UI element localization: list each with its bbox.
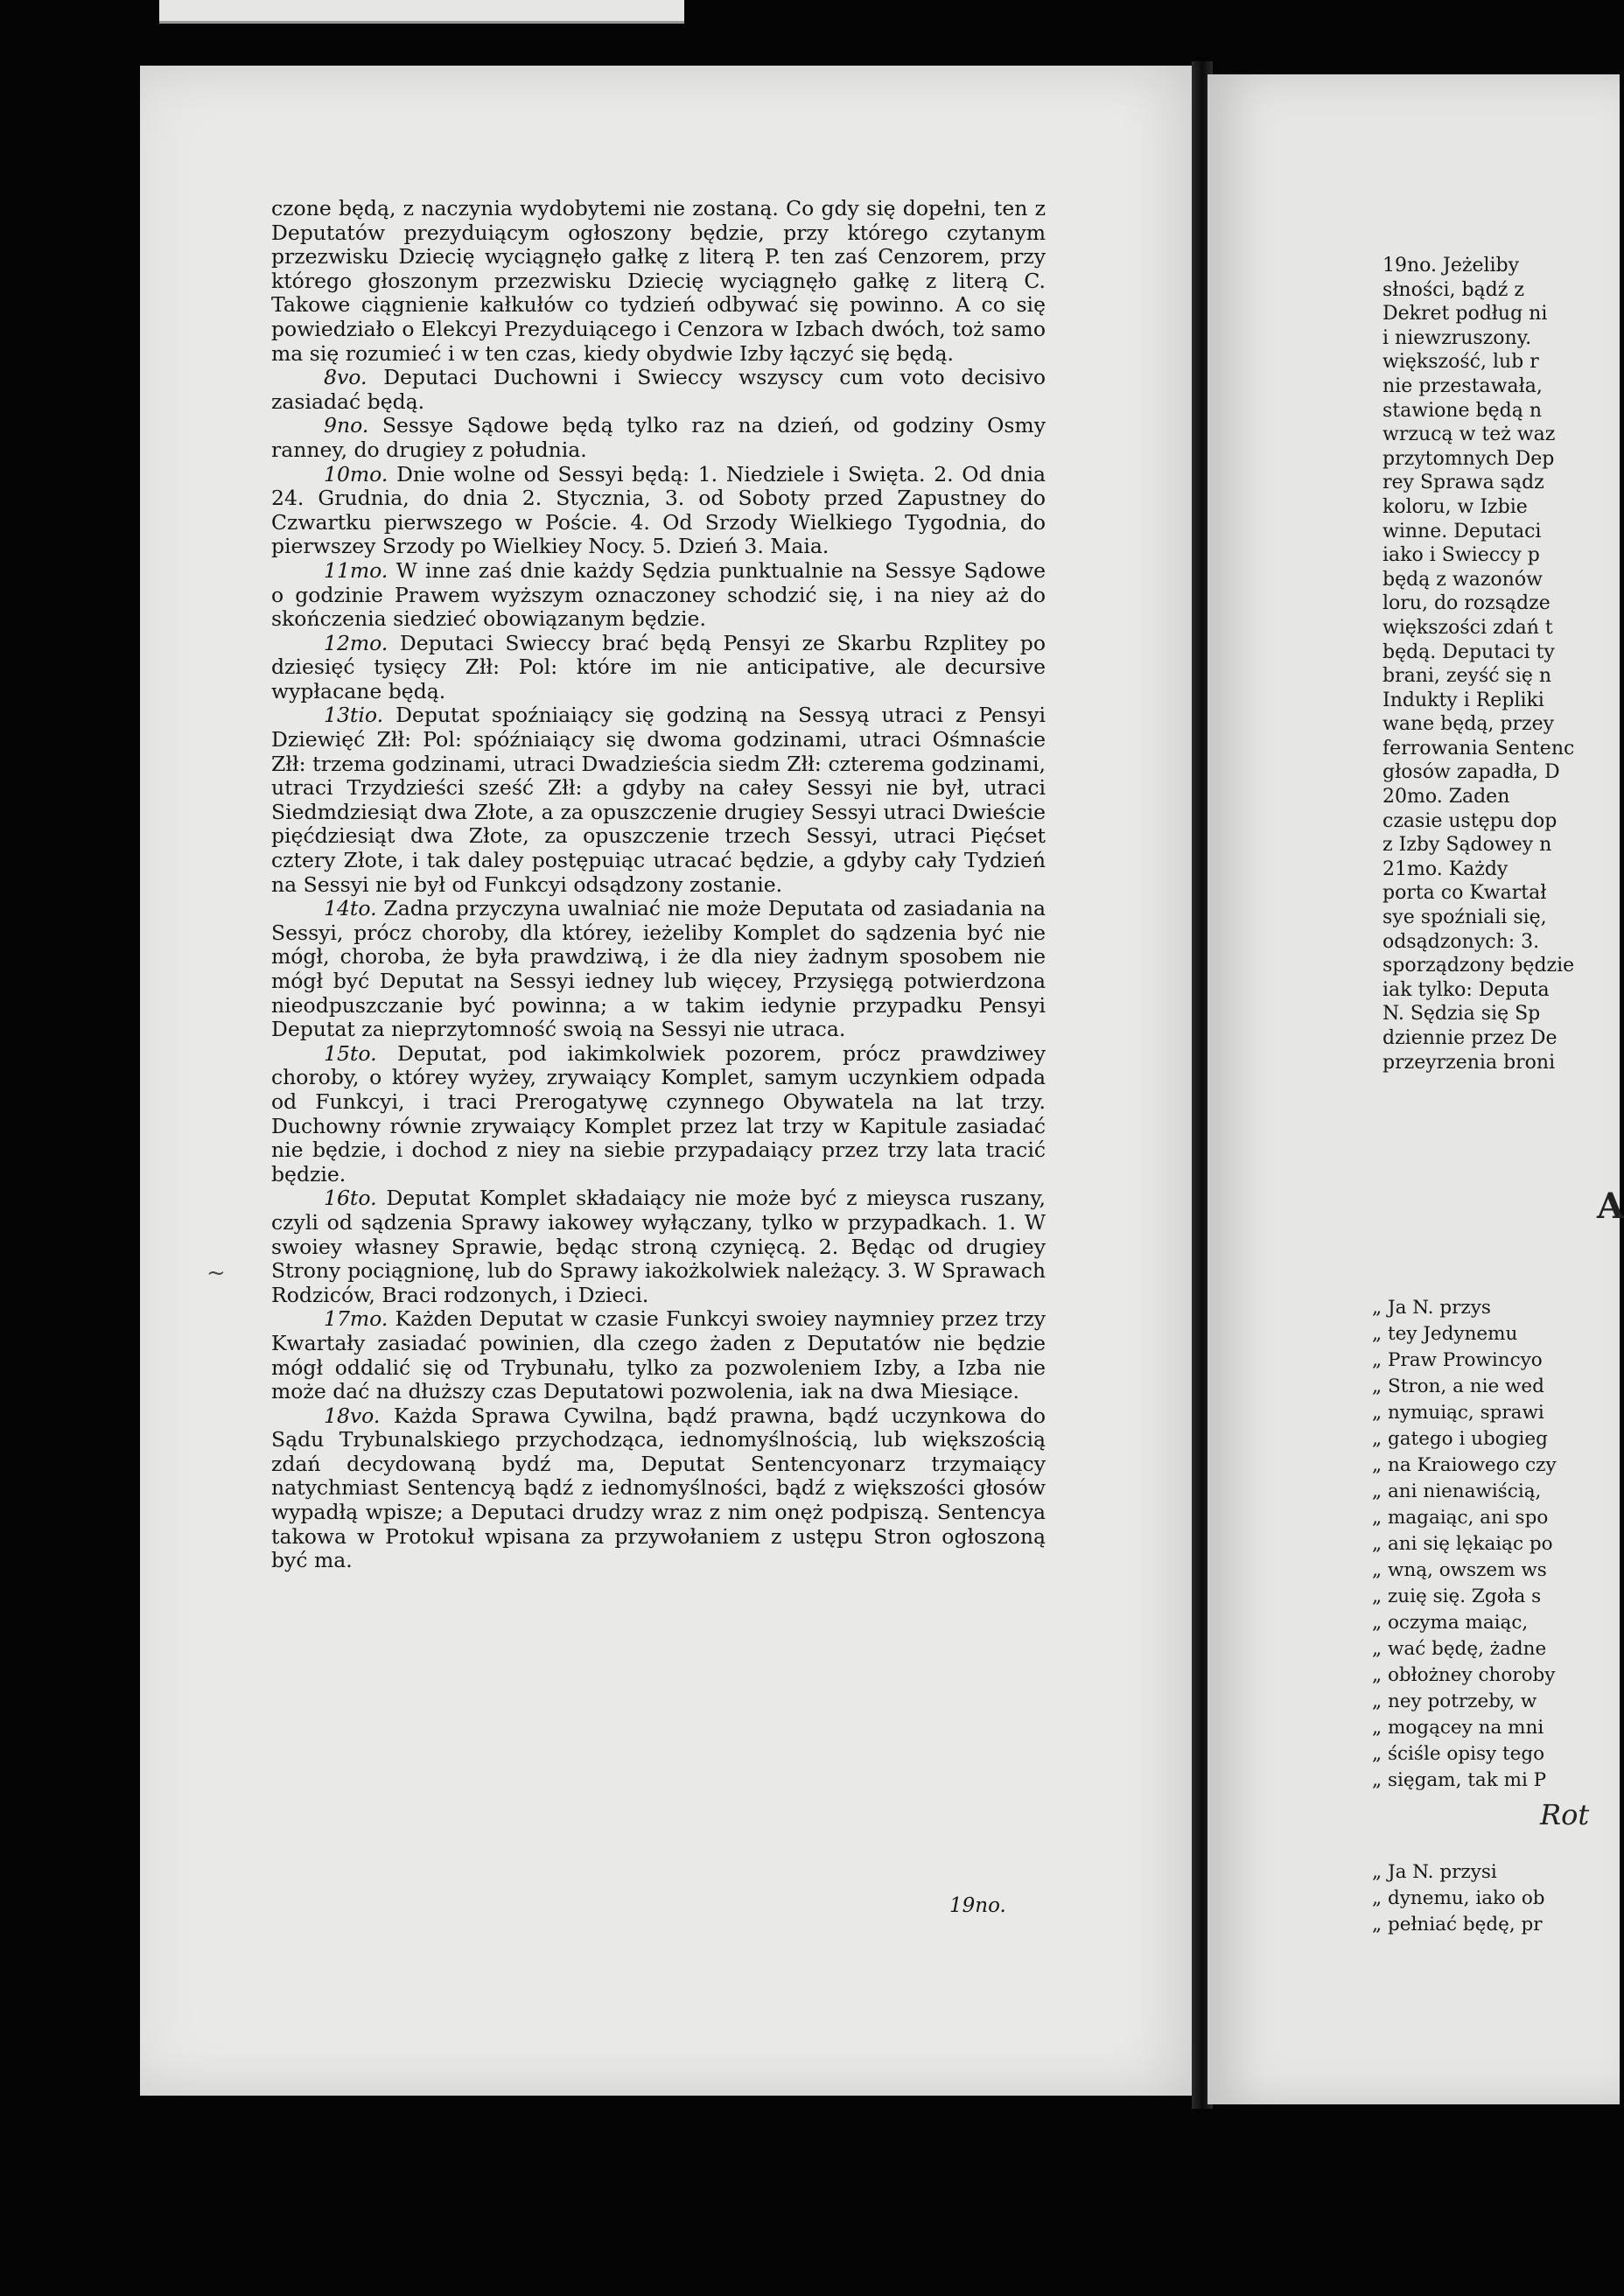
- paragraph: 14to. Zadna przyczyna uwalniać nie może Deputata od zasiadania na Sessyi, prócz choroby, dla którey, ieżeliby Komplet do sądzenia być nie mógł, choroba, że była prawdziwą, i że dla niey żadnym sposobem nie mógł być Deputat na Sessyi iedney lub więcey, Przysięgą potwierdzona nieodpuszczanie być powinna; a w takim iedynie przypadku Pensyi Deputat za nieprzytomność swoią na Sessyi nie utraca.: [271, 896, 1046, 1042]
- text-line: rey Sprawa sądz: [1382, 472, 1544, 494]
- text-line: głosów zapadła, D: [1382, 761, 1560, 784]
- text-line: „ obłożney choroby: [1372, 1664, 1556, 1686]
- section-heading: A: [1597, 1186, 1624, 1227]
- text-line: większość, lub r: [1382, 351, 1539, 374]
- left-page-text: [271, 197, 1046, 1573]
- right-page-text: [1382, 254, 1620, 1074]
- text-line: „ ney potrzeby, w: [1372, 1690, 1537, 1712]
- text-line: słności, bądź z: [1382, 278, 1524, 301]
- text-line: „ ściśle opisy tego: [1372, 1743, 1545, 1765]
- text-line: 21mo. Każdy: [1382, 858, 1508, 880]
- text-line: iak tylko: Deputa: [1382, 978, 1550, 1001]
- text-line: „ oczyma maiąc,: [1372, 1612, 1529, 1634]
- paragraph: 11mo. W inne zaś dnie każdy Sędzia punktualnie na Sessye Sądowe o godzinie Prawem wyższym oznaczoney schodzić się, i na niey aż do skończenia siedzieć obowiązanym będzie.: [271, 557, 1046, 632]
- text-line: będą. Deputaci ty: [1382, 640, 1555, 663]
- text-line: stawione będą n: [1382, 399, 1543, 422]
- text-line: czasie ustępu dop: [1382, 809, 1558, 832]
- paragraph: 10mo. Dnie wolne od Sessyi będą: 1. Niedziele i Swięta. 2. Od dnia 24. Grudnia, do dnia 2. Stycznia, 3. od Soboty przed Zapustney do Czwartku pierwszego w Poście. 4. Od Srzody Wielkiego Tygodnia, do pierwszey Srzody po Wielkiey Nocy. 5. Dzień 3. Maia.: [271, 461, 1046, 559]
- paragraph: 9no. Sessye Sądowe będą tylko raz na dzień, od godziny Osmy ranney, do drugiey z południa.: [271, 413, 1046, 462]
- text-line: loru, do rozsądze: [1382, 592, 1550, 615]
- text-line: z Izby Sądowey n: [1382, 834, 1552, 857]
- text-line: wane będą, przey: [1382, 713, 1555, 736]
- paragraph: 8vo. Deputaci Duchowni i Swieccy wszyscy cum voto decisivo zasiadać będą.: [271, 365, 1046, 414]
- text-line: „ gatego i ubogieg: [1372, 1428, 1548, 1450]
- margin-mark: ~: [206, 1260, 226, 1286]
- text-line: koloru, w Izbie: [1382, 495, 1528, 518]
- text-line: „ Praw Prowincyo: [1372, 1349, 1543, 1371]
- text-line: „ wać będę, żadne: [1372, 1638, 1547, 1660]
- paragraph: 15to. Deputat, pod iakimkolwiek pozorem, prócz prawdziwey choroby, o którey wyżey, zrywaiący Komplet, samym uczynkiem odpada od Funkcyi, i traci Prerogatywę czynnego Obywatela na lat trzy. Duchowny równie zrywaiący Komplet przez lat trzy w Kapitule zasiadać nie będzie, i dochod z niey na siebie przypadaiący przez trzy lata tracić będzie.: [271, 1040, 1046, 1186]
- text-line: „ sięgam, tak mi P: [1372, 1769, 1547, 1791]
- text-line: „ tey Jedynemu: [1372, 1323, 1518, 1345]
- paragraph: 13tio. Deputat spoźniaiący się godziną na Sessyą utraci z Pensyi Dziewięć Złł: Pol: spóźniaiący się dwoma godzinami, utraci Ośmnaście Złł: trzema godzinami, utraci Dwadzieścia siedm Złł: czterema godzinami, utraci Trzydzieści sześć Złł: a gdyby na całey Sessyi nie był, utraci Siedmdziesiąt dwa Złote, a za opuszczenie drugiey Sessyi utraci Dwieście pięćdziesiąt dwa Złote, za opuszczenie trzech Sessyi, utraci Pięćset cztery Złote, i tak daley postępuiąc utracać będzie, a gdyby cały Tydzień na Sessyi nie był od Funkcyi odsądzony zostanie.: [271, 703, 1046, 897]
- catchword: 19no.: [949, 1894, 1006, 1917]
- text-line: 20mo. Zaden: [1382, 786, 1510, 808]
- text-line: „ pełniać będę, pr: [1372, 1914, 1543, 1936]
- section-heading: Rot: [1540, 1798, 1590, 1831]
- text-line: „ Stron, a nie wed: [1372, 1376, 1544, 1397]
- text-line: „ nymuiąc, sprawi: [1372, 1402, 1544, 1424]
- text-line: „ na Kraiowego czy: [1372, 1454, 1557, 1476]
- text-line: 19no. Jeżeliby: [1382, 255, 1520, 276]
- text-line: „ wną, owszem ws: [1372, 1559, 1547, 1581]
- text-line: „ Ja N. przysi: [1372, 1861, 1497, 1883]
- text-line: dziennie przez De: [1382, 1027, 1558, 1049]
- text-line: wrzucą w też waz: [1382, 424, 1556, 446]
- text-line: sporządzony będzie: [1382, 955, 1575, 977]
- text-line: „ magaiąc, ani spo: [1372, 1507, 1549, 1529]
- paragraph: 16to. Deputat Komplet składaiący nie może być z mieysca ruszany, czyli od sądzenia Sprawy iakowey wyłączany, tylko w przypadkach. 1. W swoiey własney Sprawie, będąc stroną czynięcą. 2. Będąc od drugiey Strony pociągnionę, lub do Sprawy iakożkolwiek należący. 3. W Sprawach Rodziców, Braci rodzonych, i Dzieci.: [271, 1186, 1046, 1307]
- oath-text: [1372, 1859, 1620, 1938]
- text-line: przytomnych Dep: [1382, 447, 1555, 470]
- text-line: ferrowania Sentenc: [1382, 737, 1575, 760]
- text-line: sye spoźniali się,: [1382, 906, 1547, 929]
- text-line: Dekret podług ni: [1382, 303, 1548, 326]
- text-line: porta co Kwartał: [1382, 882, 1547, 905]
- oath-text: [1372, 1295, 1620, 1794]
- text-line: „ ani nienawiścią,: [1372, 1480, 1542, 1502]
- text-line: większości zdań t: [1382, 616, 1553, 639]
- text-line: „ ani się lękaiąc po: [1372, 1533, 1553, 1555]
- text-line: odsądzonych: 3.: [1382, 930, 1540, 953]
- text-line: N. Sędzia się Sp: [1382, 1003, 1541, 1026]
- paragraph: 17mo. Każden Deputat w czasie Funkcyi swoiey naymniey przez trzy Kwartały zasiadać powinien, dla czego żaden z Deputatów nie będzie mógł oddalić się od Trybunału, tylko za pozwoleniem Izby, a Izba nie może dać na dłuższy czas Deputatowi pozwolenia, iak na dwa Miesiące.: [271, 1306, 1046, 1404]
- text-line: „ mogącey na mni: [1372, 1717, 1544, 1739]
- text-line: i niewzruszony.: [1382, 326, 1532, 349]
- text-line: przeyrzenia broni: [1382, 1051, 1556, 1074]
- text-line: „ dynemu, iako ob: [1372, 1887, 1545, 1909]
- paragraph: czone będą, z naczynia wydobytemi nie zostaną. Co gdy się dopełni, ten z Deputatów prezyduiącym ogłoszony będzie, przy którego czytanym przezwisku Dziecię wyciągnęło gałkę z literą P. ten zaś Cenzorem, przy którego głoszonym przezwisku Dziecię wyciągnęło gałkę z literą C. Takowe ciągnienie kałkułów co tydzień odbywać się powinno. A co się powiedziało o Elekcyi Prezyduiącego i Cenzora w Izbach dwóch, toż samo ma się rozumieć i w ten czas, kiedy obydwie Izby łączyć się będą.: [271, 196, 1046, 366]
- text-line: iako i Swieccy p: [1382, 544, 1540, 567]
- text-line: nie przestawała,: [1382, 374, 1543, 397]
- text-line: brani, zeyść się n: [1382, 665, 1552, 688]
- text-line: „ Ja N. przys: [1372, 1297, 1491, 1319]
- upper-page-edge: [159, 0, 684, 24]
- text-line: Indukty i Repliki: [1382, 689, 1544, 711]
- text-line: winne. Deputaci: [1382, 520, 1542, 542]
- paragraph: 12mo. Deputaci Swieccy brać będą Pensyi ze Skarbu Rzplitey po dziesięć tysięcy Złł: Pol: które im nie anticipative, ale decursive wypłacane będą.: [271, 630, 1046, 704]
- paragraph: 18vo. Każda Sprawa Cywilna, bądź prawna, bądź uczynkowa do Sądu Trybunalskiego przychodząca, iednomyślnością, lub większością zdań decydowaną bydź ma, Deputat Sentencyonarz trzymaiący natychmiast Sentencyą bądź z iednomyślności, bądź z większości głosów wypadłą wpisze; a Deputaci drudzy wraz z nim onęż podpiszą. Sentencya takowa w Protokuł wpisana za przywołaniem z ustępu Stron ogłoszoną być ma.: [271, 1403, 1046, 1573]
- text-line: będą z wazonów: [1382, 568, 1543, 591]
- text-line: „ zuię się. Zgoła s: [1372, 1586, 1542, 1607]
